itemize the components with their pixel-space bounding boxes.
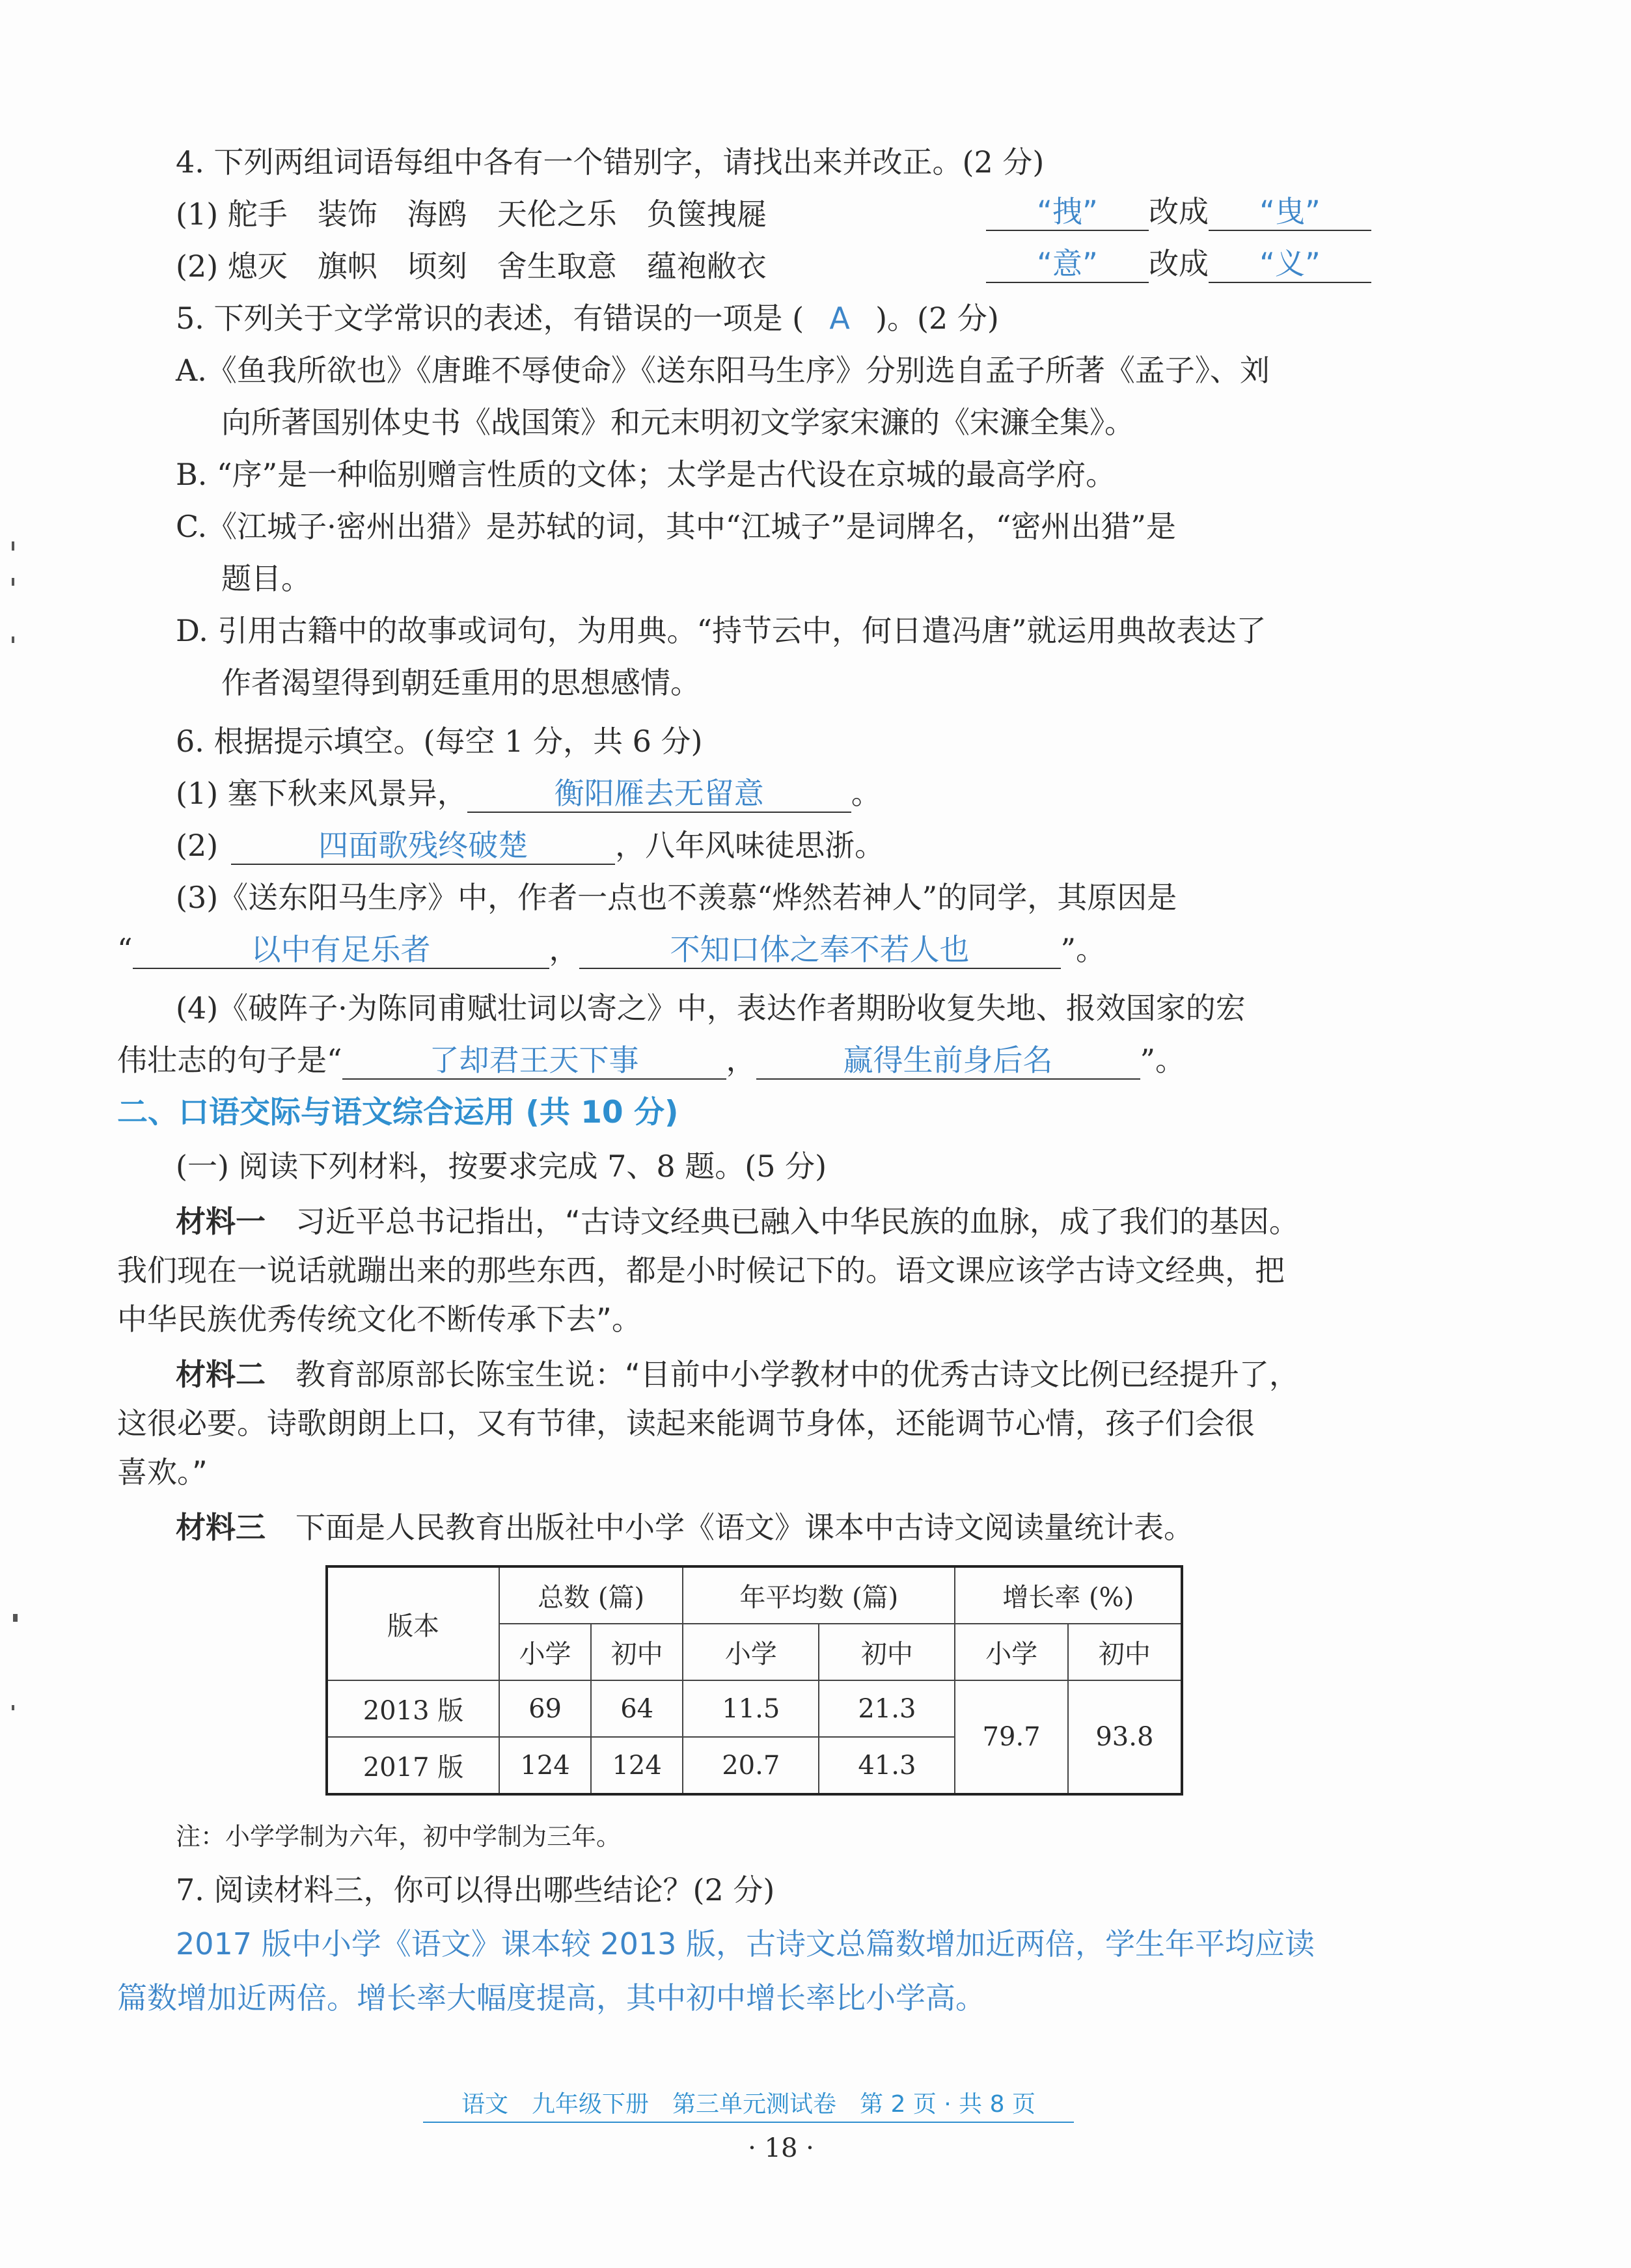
material-1-label: 材料一: [176, 1204, 266, 1239]
q6-s3-open-quote: “: [117, 932, 133, 967]
q5-option-a-1: A.《鱼我所欲也》《唐雎不辱使命》《送东阳马生序》分别选自孟子所著《孟子》、刘: [176, 353, 1270, 388]
table-cell-version: 2017 版: [327, 1737, 499, 1794]
table-header-row: [327, 1566, 1182, 1624]
q6-s4-pre: 伟壮志的句子是“: [117, 1043, 342, 1078]
table-cell-growth-primary: 79.7: [955, 1680, 1067, 1794]
scan-mark: [12, 1705, 14, 1710]
table-cell-version: 2013 版: [327, 1680, 499, 1737]
table-subheader-primary: 小学: [955, 1624, 1067, 1680]
q7-answer-line2: 篇数增加近两倍。增长率大幅度提高，其中初中增长率比小学高。: [117, 1980, 985, 2015]
table-cell-growth-middle: 93.8: [1068, 1680, 1182, 1794]
q6-s4-answer-2: 赢得生前身后名: [756, 1043, 1140, 1080]
table-row: [327, 1680, 1182, 1737]
table-subheader-middle: 初中: [1068, 1624, 1182, 1680]
table-cell: 11.5: [683, 1680, 819, 1737]
q5-option-c-1: C.《江城子·密州出猎》是苏轼的词，其中“江城子”是词牌名，“密州出猎”是: [176, 509, 1176, 544]
q4-line1-correct: “曳”: [1209, 194, 1371, 231]
q6-s3-comma: ，: [549, 932, 579, 967]
table-cell: 64: [591, 1680, 683, 1737]
q6-s2-post: ，八年风味徒思浙。: [615, 828, 885, 863]
scan-mark: [12, 636, 14, 643]
q6-s1: [176, 776, 881, 813]
section2-header: 二、口语交际与语文综合运用 (共 10 分): [117, 1095, 679, 1130]
material-1-line3: 中华民族优秀传统文化不断传承下去”。: [117, 1302, 642, 1337]
table-header-avg: 年平均数 (篇): [683, 1566, 955, 1624]
q5-option-d-1: D. 引用古籍中的故事或词句，为用典。“持节云中，何日遣冯唐”就运用典故表达了: [176, 613, 1267, 648]
q5-title-post: )。(2 分): [875, 301, 999, 336]
page-footer: 语文 九年级下册 第三单元测试卷 第 2 页 · 共 8 页: [423, 2086, 1074, 2123]
table-cell: 124: [591, 1737, 683, 1794]
q4-line2-correct: “义”: [1209, 246, 1371, 283]
q4-line1-answer: [986, 194, 1371, 231]
q6-s3-answers: [117, 932, 1106, 969]
q5-option-b: B. “序”是一种临别赠言性质的文体；太学是古代设在京城的最高学府。: [176, 457, 1116, 492]
material-1-line1: [176, 1204, 1299, 1240]
stats-table: [325, 1565, 1183, 1796]
q5-answer: A: [829, 301, 850, 336]
scan-mark: [12, 541, 14, 551]
q5-title: [176, 301, 999, 336]
q7-answer-line1: 2017 版中小学《语文》课本较 2013 版，古诗文总篇数增加近两倍，学生年平均应读: [176, 1926, 1315, 1961]
table-subheader-middle: 初中: [819, 1624, 955, 1680]
q4-line1: (1) 舵手 装饰 海鸥 天伦之乐 负箧拽屣: [176, 197, 767, 232]
q4-title: 4. 下列两组词语每组中各有一个错别字，请找出来并改正。(2 分): [176, 144, 1045, 180]
q6-s3-line: (3)《送东阳马生序》中，作者一点也不羡慕“烨然若神人”的同学，其原因是: [176, 880, 1177, 915]
material-2-line2: 这很必要。诗歌朗朗上口，又有节律，读起来能调节身体，还能调节心情，孩子们会很: [117, 1406, 1255, 1441]
q6-s4-answer-1: 了却君王天下事: [342, 1043, 726, 1080]
material-2-label: 材料二: [176, 1357, 266, 1392]
material-2-line1: [176, 1357, 1299, 1393]
material-3-label: 材料三: [176, 1510, 266, 1545]
material-3-text: 下面是人民教育出版社中小学《语文》课本中古诗文阅读量统计表。: [266, 1510, 1194, 1545]
q6-s3-answer-2: 不知口体之奉不若人也: [579, 932, 1061, 969]
q7-title: 7. 阅读材料三，你可以得出哪些结论？(2 分): [176, 1872, 775, 1907]
table-header-version: 版本: [327, 1566, 499, 1680]
q4-line1-wrong: “拽”: [986, 194, 1149, 231]
material-3-line1: [176, 1510, 1194, 1546]
table-subheader-middle: 初中: [591, 1624, 683, 1680]
q6-s2: [176, 828, 884, 865]
q5-option-a-2: 向所著国别体史书《战国策》和元末明初文学家宋濂的《宋濂全集》。: [221, 405, 1134, 440]
material-1-line2: 我们现在一说话就蹦出来的那些东西，都是小时候记下的。语文课应该学古诗文经典，把: [117, 1253, 1285, 1288]
scan-mark: [13, 1614, 18, 1622]
material-2-text: 教育部原部长陈宝生说：“目前中小学教材中的优秀古诗文比例已经提升了，: [266, 1357, 1299, 1392]
table-note: 注：小学学制为六年，初中学制为三年。: [176, 1822, 622, 1851]
page-number: · 18 ·: [748, 2133, 814, 2163]
q5-option-c-2: 题目。: [221, 561, 311, 596]
q6-s4-line: (4)《破阵子·为陈同甫赋壮词以寄之》中，表达作者期盼收复失地、报效国家的宏: [176, 991, 1246, 1026]
table-cell: 124: [499, 1737, 591, 1794]
scan-mark: [12, 578, 14, 586]
q6-s3-answer-1: 以中有足乐者: [133, 932, 549, 969]
q5-title-pre: 5. 下列关于文学常识的表述，有错误的一项是 (: [176, 301, 804, 336]
q6-s4-answers: [117, 1043, 1185, 1080]
table-cell: 20.7: [683, 1737, 819, 1794]
q6-s1-post: 。: [851, 776, 881, 811]
q4-line2-wrong: “意”: [986, 246, 1149, 283]
section2-sub1: (一) 阅读下列材料，按要求完成 7、8 题。(5 分): [176, 1149, 827, 1184]
table-cell: 41.3: [819, 1737, 955, 1794]
table-header-growth: 增长率 (%): [955, 1566, 1182, 1624]
material-2-line3: 喜欢。”: [117, 1455, 208, 1490]
table-subheader-primary: 小学: [683, 1624, 819, 1680]
q6-s4-close: ”。: [1140, 1043, 1186, 1078]
q6-s4-comma: ，: [726, 1043, 756, 1078]
q4-change-label: 改成: [1149, 194, 1209, 229]
table-cell: 69: [499, 1680, 591, 1737]
material-1-text: 习近平总书记指出，“古诗文经典已融入中华民族的血脉，成了我们的基因。: [266, 1204, 1299, 1239]
q6-s1-answer: 衡阳雁去无留意: [467, 776, 851, 813]
q6-s1-pre: (1) 塞下秋来风景异，: [176, 776, 467, 811]
q6-s2-pre: (2): [176, 828, 219, 863]
q4-line2: (2) 熄灭 旗帜 顷刻 舍生取意 蕴袍敝衣: [176, 249, 767, 284]
q5-option-d-2: 作者渴望得到朝廷重用的思想感情。: [221, 665, 700, 700]
q6-title: 6. 根据提示填空。(每空 1 分，共 6 分): [176, 724, 703, 759]
q6-s2-answer: 四面歌残终破楚: [231, 828, 615, 865]
table-cell: 21.3: [819, 1680, 955, 1737]
q4-change-label: 改成: [1149, 246, 1209, 281]
q4-line2-answer: [986, 246, 1371, 283]
table-subheader-primary: 小学: [499, 1624, 591, 1680]
q6-s3-close: ”。: [1060, 932, 1106, 967]
table-header-total: 总数 (篇): [499, 1566, 683, 1624]
